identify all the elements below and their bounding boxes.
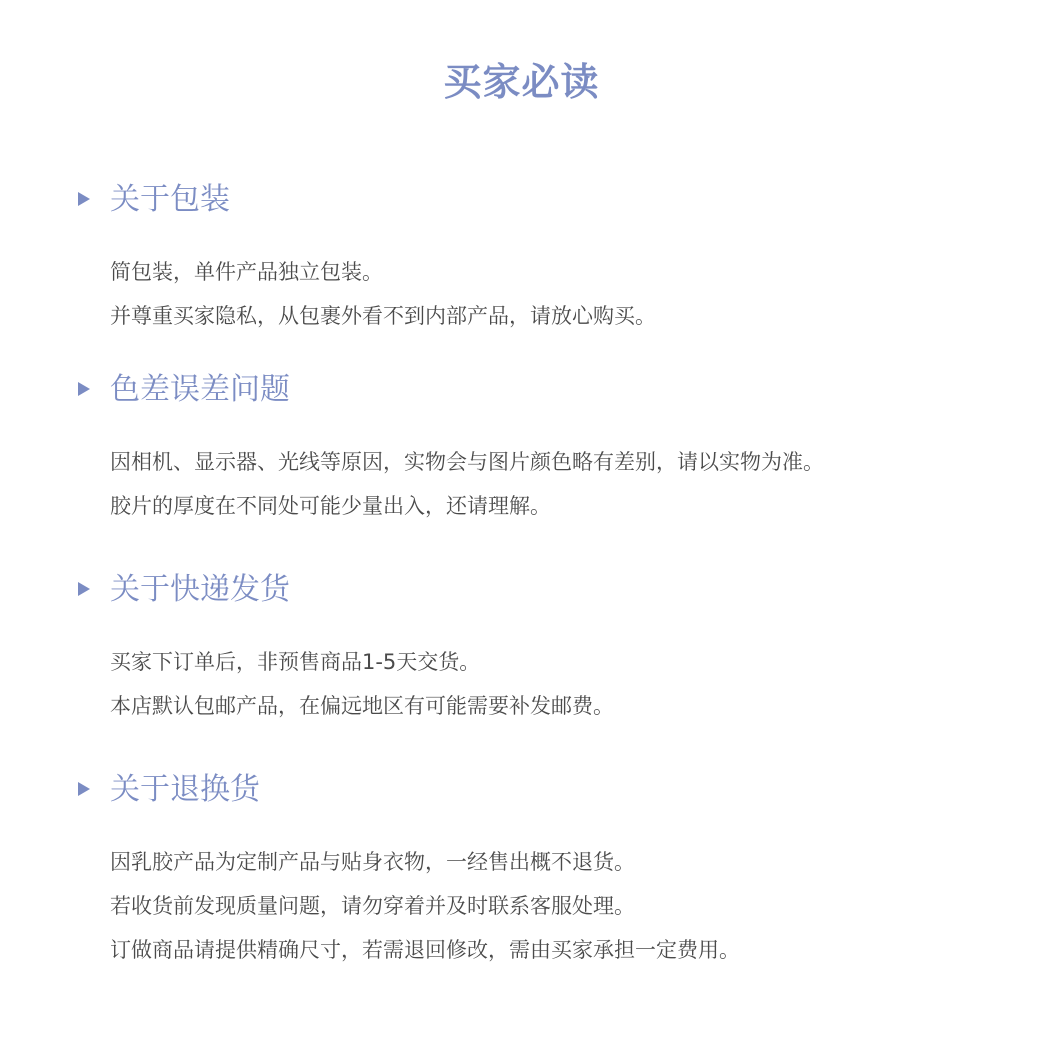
section-header [76,180,1016,220]
body-line: 因相机、显示器、光线等原因，实物会与图片颜色略有差别，请以实物为准。 [110,450,824,474]
section-header [76,770,1016,810]
section-shipping [76,570,1016,728]
section-body [76,250,1016,338]
section-title: 关于退换货 [110,772,260,807]
body-line: 因乳胶产品为定制产品与贴身衣物，一经售出概不退货。 [110,850,635,874]
body-line: 胶片的厚度在不同处可能少量出入，还请理解。 [110,494,551,518]
section-color-difference [76,370,1016,528]
page-title: 买家必读 [443,60,600,104]
section-title: 关于包装 [110,182,230,217]
triangle-right-icon [78,582,90,596]
section-title: 色差误差问题 [110,372,290,407]
body-line: 买家下订单后，非预售商品1-5天交货。 [110,650,481,674]
body-line: 订做商品请提供精确尺寸，若需退回修改，需由买家承担一定费用。 [110,938,740,962]
section-title: 关于快递发货 [110,572,290,607]
section-body [76,440,1016,528]
triangle-right-icon [78,782,90,796]
body-line: 并尊重买家隐私，从包裹外看不到内部产品，请放心购买。 [110,304,656,328]
body-line: 简包装，单件产品独立包装。 [110,260,383,284]
section-body [76,840,1016,972]
section-packaging [76,180,1016,338]
body-line: 本店默认包邮产品，在偏远地区有可能需要补发邮费。 [110,694,614,718]
section-header [76,570,1016,610]
triangle-right-icon [78,382,90,396]
section-returns [76,770,1016,972]
triangle-right-icon [78,192,90,206]
section-body [76,640,1016,728]
section-header [76,370,1016,410]
body-line: 若收货前发现质量问题，请勿穿着并及时联系客服处理。 [110,894,635,918]
